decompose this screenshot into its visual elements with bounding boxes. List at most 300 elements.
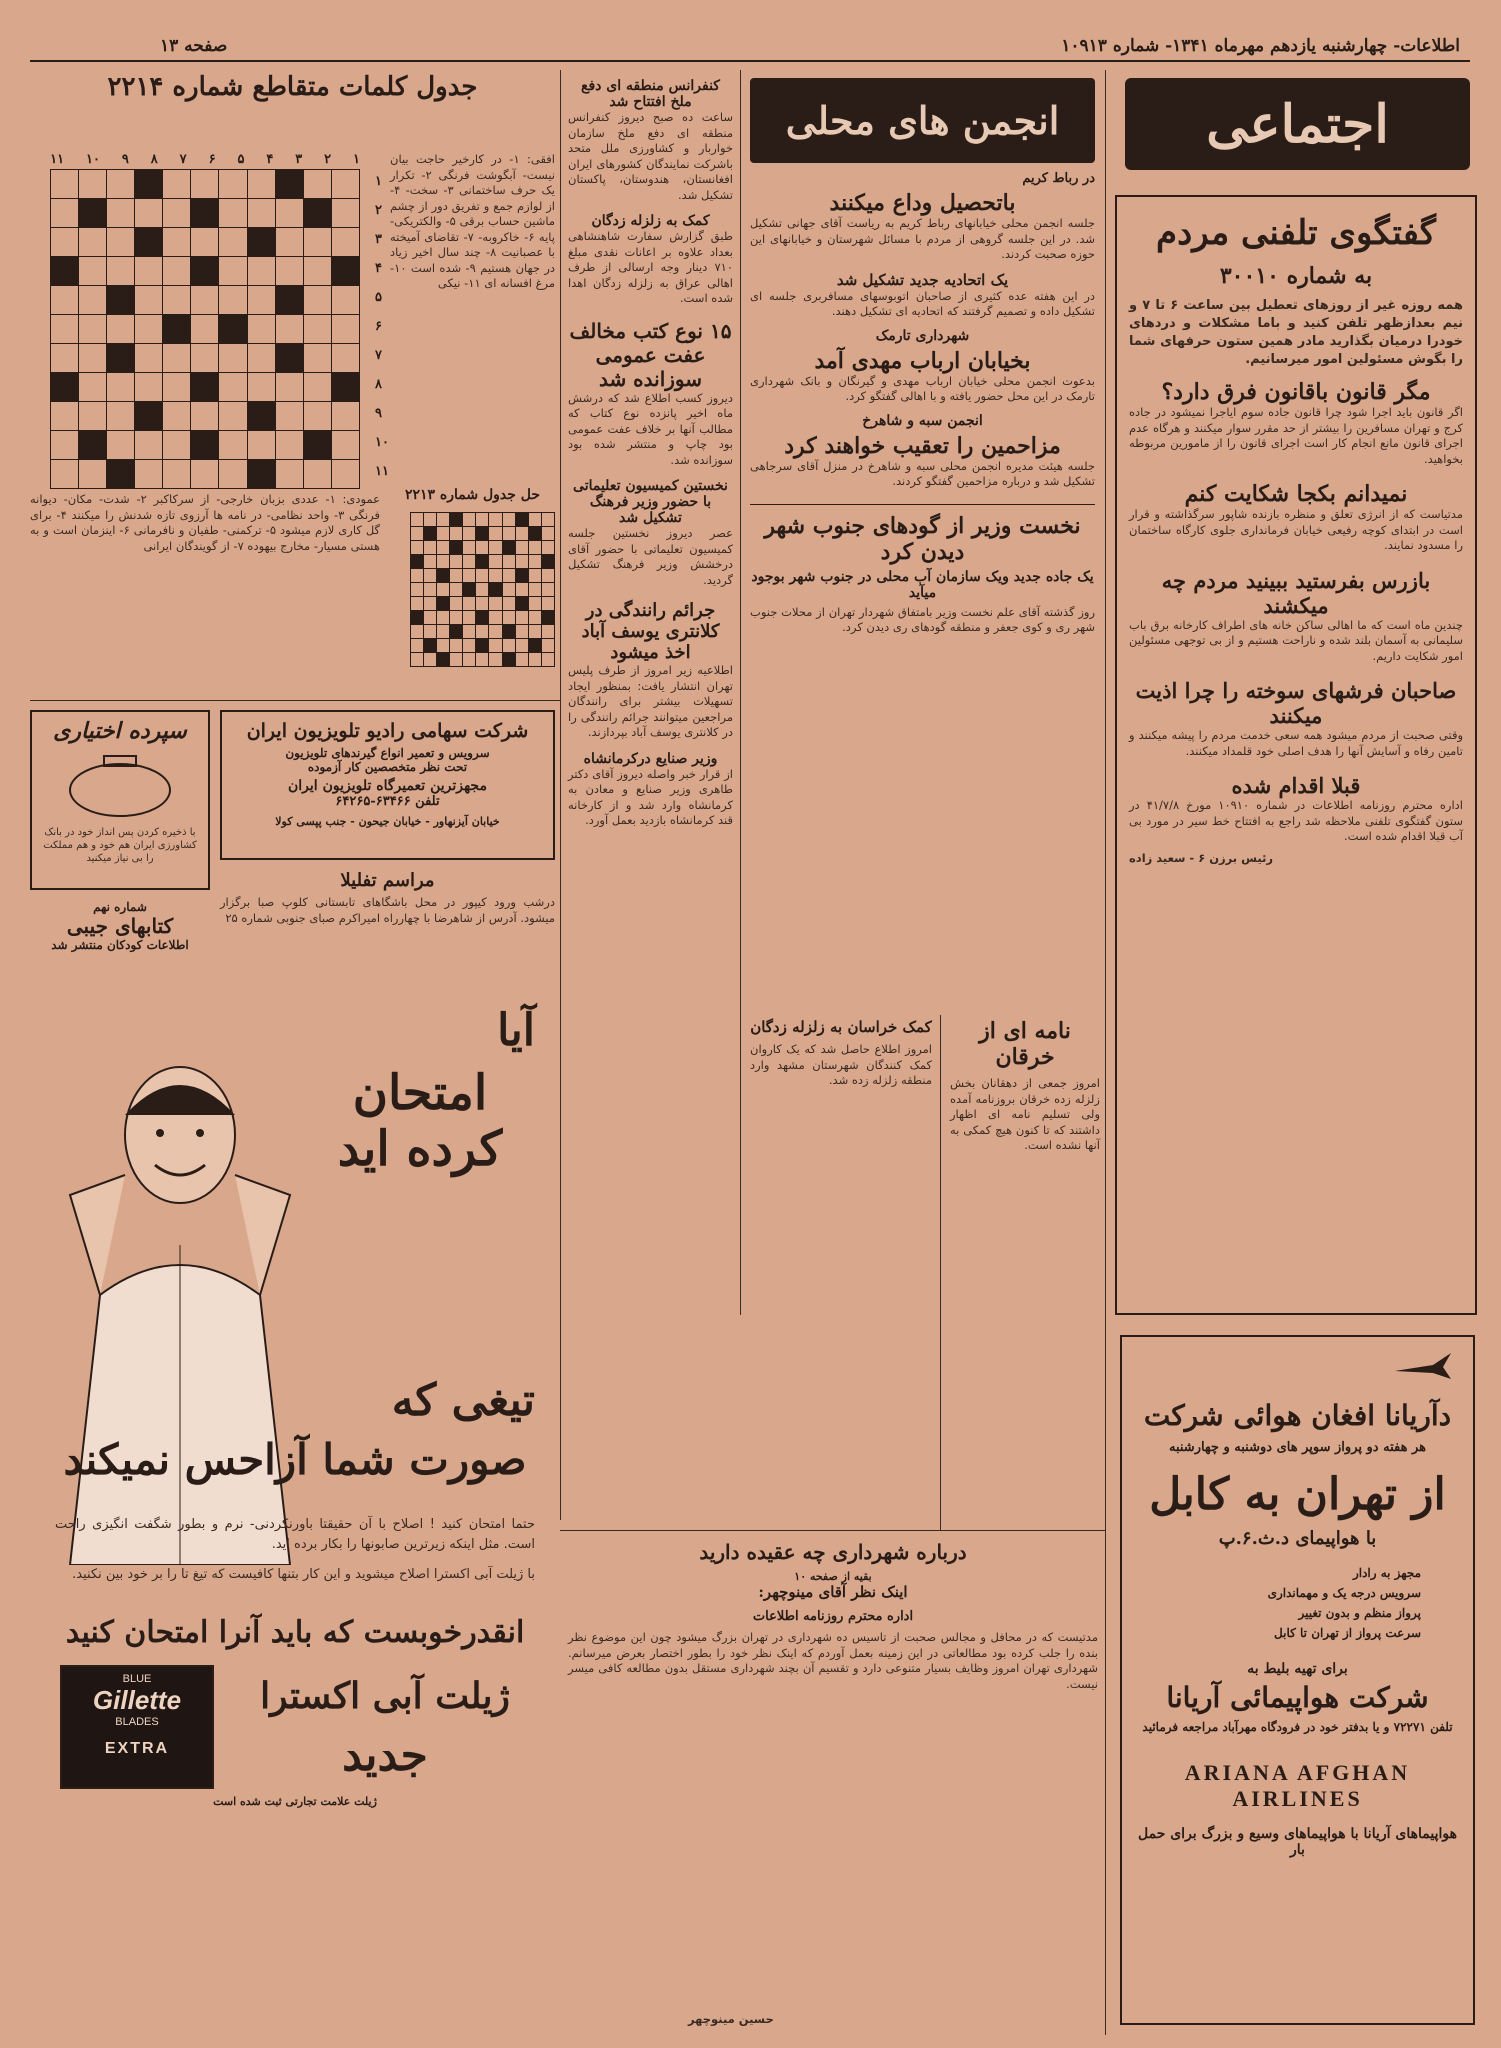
- crossword-title: جدول کلمات متقاطع شماره ۲۲۱۴: [107, 72, 478, 102]
- column-rule: [740, 70, 741, 1315]
- crossword-cell: [135, 373, 163, 402]
- solution-cell: [424, 527, 437, 541]
- local-p2: در این هفته عده کثیری از صاحبان اتوبوسهای مسافربری جلسه ای تشکیل داده و تصمیم گرفتند که اتحادیه ای تشکیل دهند.: [750, 288, 1095, 318]
- solution-cell: [502, 569, 515, 583]
- gillette-blade-pack: [60, 1665, 214, 1789]
- solution-cell: [476, 513, 489, 527]
- khorasan-title: کمک خراسان به زلزله زدگان: [750, 1018, 932, 1036]
- crossword-cell: [219, 344, 247, 373]
- row-num: ۲: [375, 203, 382, 218]
- solution-cell: [541, 555, 554, 569]
- social-banner-text: اجتماعی: [1206, 93, 1389, 155]
- airplane-icon: [1393, 1349, 1453, 1389]
- solution-cell: [489, 541, 502, 555]
- crossword-cell: [51, 286, 79, 315]
- q3-title: بازرس بفرستید ببینید مردم چه میکشند: [1161, 567, 1431, 618]
- crossword-cell: [51, 460, 79, 489]
- ariana-feature: پرواز منظم و بدون تغییر: [1298, 1606, 1421, 1620]
- solution-cell: [463, 541, 476, 555]
- local-h7: نخست وزیر از گودهای جنوب شهر دیدن کرد: [750, 504, 1095, 565]
- crossword-cell: [219, 431, 247, 460]
- solution-cell: [541, 541, 554, 555]
- crossword-cell: [191, 257, 219, 286]
- gillette-cta: انقدرخوبست که باید آنرا امتحان کنید: [65, 1615, 525, 1650]
- solution-cell: [411, 527, 424, 541]
- ariana-english-name: ARIANA AFGHAN AIRLINES: [1184, 1760, 1411, 1811]
- ariana-company: شرکت هواپیمائی آریانا: [1166, 1681, 1429, 1714]
- crossword-cell: [51, 431, 79, 460]
- crossword-cell: [247, 344, 275, 373]
- crossword-cell: [163, 373, 191, 402]
- crossword-cell: [51, 199, 79, 228]
- solution-cell: [541, 639, 554, 653]
- solution-cell: [424, 541, 437, 555]
- solution-cell: [515, 513, 528, 527]
- local-h1: باتحصیل وداع میکنند: [829, 190, 1016, 216]
- ceremony-body: درشب ورود کیپور در محل باشگاهای تابستانی کلوپ صبا برگزار میشود. آدرس از شاهرضا با چهارراه امیراکرم صبای جنوبی شماره ۲۵: [220, 895, 555, 925]
- local-p1: جلسه انجمن محلی خیابانهای رباط کریم به ریاست آقای جهانی تشکیل شد. در این جلسه گروهی از مردم با مسائل شهرستان و خیابانهای این حوزه صحبت کردند.: [750, 216, 1095, 261]
- solution-cell: [411, 625, 424, 639]
- col-num: ۶: [208, 152, 216, 167]
- crossword-cell: [247, 170, 275, 199]
- row-num: ۱۱: [375, 464, 389, 479]
- solution-cell: [476, 569, 489, 583]
- tv-ad-line3: مجهزترین تعمیرگاه تلویزیون ایران: [288, 778, 487, 794]
- solution-cell: [489, 653, 502, 667]
- crossword-cell: [331, 431, 359, 460]
- crossword-cell: [303, 373, 331, 402]
- crossword-solution-title: حل جدول شماره ۲۲۱۳: [404, 487, 541, 503]
- q4-body: وقتی صحبت از مردم میشود همه سعی خدمت مردم را پیشه میکنند و تامین رفاه و آسایش آنها را هدف اصلی خود قلمداد میکنند.: [1129, 728, 1463, 758]
- crossword-cell: [303, 431, 331, 460]
- ariana-aircraft: با هواپیمای د.ث.۶.پ: [1218, 1528, 1377, 1549]
- solution-cell: [515, 569, 528, 583]
- crossword-cell: [219, 170, 247, 199]
- solution-cell: [502, 513, 515, 527]
- ariana-features: [1174, 1563, 1421, 1643]
- municipality-subtitle: اینک نظر آقای مینوچهر:: [758, 1583, 908, 1601]
- solution-cell: [476, 541, 489, 555]
- solution-cell: [502, 625, 515, 639]
- solution-cell: [437, 555, 450, 569]
- solution-cell: [463, 653, 476, 667]
- crossword-cell: [219, 315, 247, 344]
- crossword-cell: [303, 228, 331, 257]
- crossword-cell: [107, 460, 135, 489]
- crossword-cell: [303, 199, 331, 228]
- crossword-cell: [135, 344, 163, 373]
- phone-column-box: [1115, 195, 1477, 1315]
- crossword-cell: [163, 402, 191, 431]
- crossword-cell: [275, 170, 303, 199]
- crossword-cell: [247, 460, 275, 489]
- solution-cell: [528, 527, 541, 541]
- crossword-cell: [247, 286, 275, 315]
- crossword-cell: [247, 199, 275, 228]
- crossword-cell: [219, 199, 247, 228]
- crossword-cell: [135, 315, 163, 344]
- crossword-cell: [107, 373, 135, 402]
- solution-cell: [437, 513, 450, 527]
- solution-cell: [489, 513, 502, 527]
- crossword-cell: [79, 402, 107, 431]
- crossword-cell: [163, 257, 191, 286]
- crossword-cell: [191, 373, 219, 402]
- row-num: ۳: [375, 232, 382, 247]
- crossword-cell: [191, 402, 219, 431]
- solution-cell: [450, 555, 463, 569]
- col-num: ۱۱: [50, 152, 65, 167]
- crossword-cell: [191, 315, 219, 344]
- news-p4: عصر دیروز نخستین جلسه کمیسیون تعلیماتی با حضور آقای درخشش وزیر فرهنگ تشکیل گردید.: [568, 526, 733, 587]
- crossword-row-numbers: [375, 174, 389, 479]
- solution-cell: [528, 653, 541, 667]
- local-h5: انجمن سبه و شاهرخ: [862, 412, 983, 429]
- solution-cell: [411, 639, 424, 653]
- solution-cell: [528, 569, 541, 583]
- jar-icon: [60, 750, 180, 820]
- solution-cell: [528, 625, 541, 639]
- solution-cell: [437, 527, 450, 541]
- savings-text: با ذخیره کردن پس انداز خود در بانک کشاورزی ایران هم خود و هم مملکت را بی نیاز میکنید: [43, 827, 197, 864]
- crossword-cell: [79, 344, 107, 373]
- row-num: ۱: [375, 174, 382, 189]
- solution-cell: [502, 583, 515, 597]
- q4-title: صاحبان فرشهای سوخته را چرا اذیت میکنند: [1135, 678, 1457, 728]
- q2-title: نمیدانم بکجا شکایت کنم: [1184, 481, 1408, 507]
- ariana-airlines-ad: [1120, 1335, 1475, 2025]
- solution-cell: [463, 639, 476, 653]
- col-num: ۱: [353, 152, 360, 167]
- news-h4: نخستین کمیسیون تعلیماتی با حضور وزیر فرهنگ تشکیل شد: [573, 478, 728, 526]
- q1-title: مگر قانون باقانون فرق دارد؟: [1161, 379, 1431, 405]
- gillette-headline: امتحان کرده اید: [337, 1065, 503, 1177]
- ariana-title: دآریانا افغان هوائی شرکت: [1143, 1399, 1452, 1432]
- gillette-tagline-2: صورت شما آزاحس نمیکند: [63, 1435, 527, 1484]
- crossword-cell: [191, 460, 219, 489]
- tv-repair-ad: [220, 710, 555, 860]
- municipality-body: مدتیست که در محافل و مجالس صحبت از تاسیس ده شهرداری در تهران بزرگ میشود چون این موضوع نظر بنده را جلب کرده بود مطالعاتی در این زمینه بعمل آوردم که اینک نظر خود را بطور اختصار بعرض میرسانم. شهرداری تهران امروز وظایف بسیار متنوعی دارد و تقسیم آن بچند شهرداری مستقل بدون مطالعه کافی میسر نیست.: [568, 1630, 1098, 1691]
- crossword-cell: [219, 286, 247, 315]
- crossword-cell: [275, 431, 303, 460]
- khorasan-aid: [750, 1018, 932, 1523]
- books-lead: شماره نهم: [93, 900, 147, 914]
- solution-cell: [424, 513, 437, 527]
- crossword-cell: [275, 199, 303, 228]
- crossword-cell: [275, 257, 303, 286]
- solution-cell: [411, 541, 424, 555]
- solution-cell: [463, 527, 476, 541]
- row-num: ۸: [375, 377, 382, 392]
- man-shaving-illustration: [30, 1045, 330, 1565]
- solution-cell: [502, 541, 515, 555]
- kharghan-letter: [950, 1018, 1100, 1523]
- solution-cell: [411, 569, 424, 583]
- crossword-cell: [107, 228, 135, 257]
- crossword-cell: [219, 373, 247, 402]
- solution-cell: [541, 653, 554, 667]
- gillette-tagline-1: تیغی که: [391, 1375, 535, 1426]
- crossword-cell: [219, 257, 247, 286]
- solution-cell: [489, 611, 502, 625]
- crossword-down: عمودی: ۱- عددی بزبان خارجی- از سرکاکبر ۲- شدت- مکان- دیوانه فرنگی ۳- واحد نظامی- در نامه ها آرزوی تازه شدنش را میکنند ۴- برای گل کاری لازم میشود ۵- ترکمنی- طفیان و نافرمانی ۶- اینزمان است و به هستی مسیار- مخارج بیهوده ۷- از گویندگان ایرانی: [30, 492, 381, 553]
- solution-cell: [528, 597, 541, 611]
- crossword-cell: [191, 199, 219, 228]
- crossword-cell: [219, 228, 247, 257]
- crossword-cell: [247, 315, 275, 344]
- solution-cell: [463, 611, 476, 625]
- section-rule: [30, 700, 560, 701]
- solution-cell: [515, 541, 528, 555]
- column-rule: [560, 70, 561, 1520]
- solution-cell: [437, 583, 450, 597]
- crossword-cell: [191, 228, 219, 257]
- solution-cell: [437, 653, 450, 667]
- col-num: ۳: [295, 152, 303, 167]
- gillette-footer: ژیلت علامت تجارتی ثبت شده است: [213, 1795, 377, 1808]
- crossword-cell: [51, 257, 79, 286]
- crossword-cell: [247, 431, 275, 460]
- gillette-product-line-1: ژیلت آبی اکسترا: [260, 1675, 510, 1717]
- solution-cell: [489, 583, 502, 597]
- crossword-cell: [275, 228, 303, 257]
- gillette-body-2: با ژیلت آبی اکسترا اصلاح میشوید و این کار بتنها کافیست که تیغ تا را بر خود بین نکنید.: [72, 1567, 535, 1582]
- crossword-cell: [303, 402, 331, 431]
- news-p6: از قرار خبر واصله دیروز آقای دکتر طاهری وزیر صنایع و معادن به کرمانشاه وارد شد و از کارخانه قند کرمانشاه بازدید بعمل آورد.: [568, 766, 733, 827]
- crossword-cell: [107, 344, 135, 373]
- crossword-cell: [219, 460, 247, 489]
- solution-cell: [541, 625, 554, 639]
- solution-cell: [515, 555, 528, 569]
- crossword-cell: [247, 257, 275, 286]
- solution-cell: [502, 597, 515, 611]
- crossword-cell: [191, 344, 219, 373]
- crossword-cell: [331, 315, 359, 344]
- row-num: ۹: [375, 406, 382, 421]
- crossword-cell: [275, 286, 303, 315]
- news-h3: ۱۵ نوع کتب مخالف عفت عمومی سوزانده شد: [569, 318, 732, 391]
- solution-cell: [541, 569, 554, 583]
- solution-cell: [437, 569, 450, 583]
- ariana-feature: سرعت پرواز از تهران تا کابل: [1274, 1626, 1421, 1640]
- crossword-cell: [331, 344, 359, 373]
- solution-cell: [411, 555, 424, 569]
- page-number: صفحه ۱۳: [160, 36, 228, 56]
- solution-cell: [411, 611, 424, 625]
- crossword-cell: [107, 315, 135, 344]
- pack-text: BLADES: [115, 1716, 159, 1728]
- tv-ad-line1: سرویس و تعمیر انواع گیرندهای تلویزیون: [285, 746, 490, 760]
- crossword-cell: [303, 344, 331, 373]
- crossword-cell: [303, 170, 331, 199]
- crossword-cell: [247, 402, 275, 431]
- crossword-cell: [247, 228, 275, 257]
- crossword-cell: [51, 170, 79, 199]
- crossword-across: افقی: ۱- در کارخیر حاجت بیان نیست- آبگوشت فرنگی ۲- تکرار یک حرف ساختمانی ۳- سخت- ۴- از لوازم جمع و تفریق دور از چشم ماشین حساب برقی ۵- والکتریکی- پایه ۶- خاکروبه- ۷- تقاضای آمیخته با عصبانیت ۸- چند سال اخیر زیاد در جهان هستیم ۹- شده است ۱۰- مرغ افسانه ای ۱۱- نیکی: [390, 152, 555, 290]
- gillette-ad: [30, 985, 555, 2035]
- crossword-cell: [331, 402, 359, 431]
- q2-body: مدتیاست که از انرژی تعلق و منظره بازنده شاپور سرگذاشته و قرار است در ابتدای کوچه رفیعی خیابان فرمانداری جلوی کارگاه ساختمان را مسدود نمایند.: [1129, 507, 1463, 552]
- crossword-cell: [51, 373, 79, 402]
- solution-cell: [476, 653, 489, 667]
- solution-cell: [515, 625, 528, 639]
- crossword-cell: [79, 460, 107, 489]
- savings-ad: [30, 710, 210, 890]
- local-h6: مزاحمین را تعقیب خواهند کرد: [784, 432, 1061, 459]
- col-num: ۴: [266, 152, 274, 167]
- crossword-cell: [79, 199, 107, 228]
- gillette-headline-q: آیا: [497, 1005, 535, 1056]
- tv-ad-line2: تحت نظر متخصصین کار آزموده: [307, 760, 468, 774]
- crossword-cell: [51, 402, 79, 431]
- news-p3: دیروز کسب اطلاع شد که درشش ماه اخیر پانزده نوع کتاب که مطالب آنها بر خلاف عفت عمومی بود چاپ و منتشر شده بود سوزانده شد.: [568, 390, 733, 467]
- solution-cell: [515, 653, 528, 667]
- kharghan-title: نامه ای از خرقان: [979, 1018, 1071, 1070]
- solution-cell: [424, 653, 437, 667]
- crossword-cell: [331, 373, 359, 402]
- crossword-cell: [303, 460, 331, 489]
- crossword-cell: [275, 344, 303, 373]
- crossword-cell: [135, 431, 163, 460]
- local-p7: روز گذشته آقای علم نخست وزیر بامتفاق شهردار تهران از محلات جنوب شهر ری و کوی جعفر و منطقه گودهای ری دیدن کرد.: [750, 604, 1095, 634]
- kharghan-body: امروز جمعی از دهقانان بخش زلزله زده خرقان بروزنامه آمده ولی تسلیم نامه ای اظهار داشتند که تا کنون هیچ کمکی به آنها نشده است.: [950, 1076, 1100, 1152]
- row-num: ۶: [375, 319, 382, 334]
- solution-cell: [541, 611, 554, 625]
- solution-cell: [411, 513, 424, 527]
- phone-title: گفتگوی تلفنی مردم: [1156, 213, 1436, 253]
- solution-cell: [476, 597, 489, 611]
- pocket-books-notice: [30, 900, 210, 975]
- solution-cell: [450, 625, 463, 639]
- gillette-product-line-2: جدید: [342, 1730, 428, 1781]
- ariana-slogan: هواپیماهای آریانا با هواپیماهای وسیع و بزرگ برای حمل بار: [1138, 1826, 1457, 1858]
- crossword-cell: [79, 170, 107, 199]
- q3-body: چندین ماه است که ما اهالی ساکن خانه های اطراف کارخانه برق باب سلیمانی به آسمان بلند شده و ناراحت هستیم و از بی توجهی مسئولین امور شکایت داریم.: [1129, 617, 1463, 663]
- crossword-cell: [107, 199, 135, 228]
- crossword-cell: [107, 286, 135, 315]
- solution-cell: [489, 569, 502, 583]
- solution-cell: [450, 541, 463, 555]
- solution-cell: [463, 569, 476, 583]
- local-banner: [750, 78, 1095, 163]
- news-p2: طبق گزارش سفارت شاهنشاهی بعداد علاوه بر اعانات نقدی مبلغ ۷۱۰ دینار وجه ارسالی از طرف اهالی عراق به زلزله زدگان اهدا شده است.: [568, 229, 733, 305]
- municipality-to: اداره محترم روزنامه اطلاعات: [752, 1609, 914, 1624]
- crossword-cell: [331, 257, 359, 286]
- solution-cell: [502, 611, 515, 625]
- ariana-feature: سرویس درجه یک و مهمانداری: [1267, 1586, 1421, 1600]
- crossword-cell: [135, 170, 163, 199]
- local-sub7: یک جاده جدید ویک سازمان آب محلی در جنوب شهر بوجود میآید: [751, 568, 1094, 601]
- crossword-cell: [163, 170, 191, 199]
- crossword: [30, 72, 555, 692]
- crossword-cell: [135, 402, 163, 431]
- solution-cell: [450, 611, 463, 625]
- crossword-cell: [219, 402, 247, 431]
- savings-title: سپرده اختیاری: [53, 718, 187, 744]
- khorasan-body: امروز اطلاع حاصل شد که یک کاروان کمک کنندگان شهرستان مشهد وارد منطقه زلزله زده شد.: [750, 1042, 932, 1087]
- solution-cell: [489, 625, 502, 639]
- local-associations: [750, 78, 1095, 1018]
- solution-cell: [424, 555, 437, 569]
- solution-cell: [489, 527, 502, 541]
- crossword-cell: [79, 315, 107, 344]
- col-num: ۸: [150, 152, 158, 167]
- crossword-grid-wrap: [50, 152, 389, 489]
- solution-cell: [528, 513, 541, 527]
- crossword-cell: [303, 286, 331, 315]
- solution-cell: [450, 653, 463, 667]
- news-h6: وزیر صنایع درکرمانشاه: [583, 750, 718, 767]
- news-h5: جرائم رانندگی در کلانتری یوسف آباد اخذ میشود: [581, 600, 720, 663]
- solution-cell: [437, 611, 450, 625]
- ariana-phone: تلفن ۷۲۲۷۱ و یا بدفتر خود در فرودگاه مهرآباد مراجعه فرمائید: [1142, 1720, 1453, 1734]
- solution-cell: [450, 513, 463, 527]
- solution-cell: [411, 597, 424, 611]
- column-rule: [1105, 70, 1106, 2035]
- crossword-cell: [79, 257, 107, 286]
- col-num: ۹: [121, 152, 129, 167]
- solution-cell: [411, 653, 424, 667]
- solution-cell: [528, 583, 541, 597]
- row-num: ۵: [375, 290, 382, 305]
- solution-cell: [541, 597, 554, 611]
- social-banner: [1125, 78, 1470, 170]
- solution-cell: [489, 555, 502, 569]
- local-banner-text: انجمن های محلی: [785, 98, 1060, 143]
- crossword-cell: [135, 257, 163, 286]
- solution-cell: [515, 583, 528, 597]
- solution-cell: [502, 639, 515, 653]
- solution-cell: [437, 597, 450, 611]
- solution-cell: [411, 583, 424, 597]
- col-num: ۱۰: [86, 152, 100, 167]
- solution-cell: [476, 625, 489, 639]
- solution-cell: [528, 541, 541, 555]
- solution-cell: [437, 639, 450, 653]
- crossword-cell: [163, 431, 191, 460]
- solution-cell: [463, 555, 476, 569]
- local-h3: شهرداری تارمک: [875, 327, 970, 344]
- news-h1: کنفرانس منطقه ای دفع ملخ افتتاح شد: [581, 78, 720, 110]
- column-rule: [940, 1015, 941, 1530]
- solution-cell: [489, 597, 502, 611]
- local-p4: بدعوت انجمن محلی خیابان ارباب مهدی و گیرنگان و بانک شهرداری تارمک در این محل حضور یافته و با اهالی گفتگو کرد.: [750, 373, 1095, 403]
- crossword-cell: [191, 431, 219, 460]
- crossword-cell: [135, 460, 163, 489]
- crossword-col-numbers: [50, 152, 360, 167]
- solution-cell: [541, 583, 554, 597]
- solution-cell: [541, 513, 554, 527]
- crossword-cell: [79, 373, 107, 402]
- crossword-cell: [191, 170, 219, 199]
- solution-cell: [424, 569, 437, 583]
- news-p5: اطلاعیه زیر امروز از طرف پلیس تهران انتشار یافت: بمنظور ایجاد تسهیلات بیشتر برای رانندگان مراجعین میتوانند جرائم رانندگی را در کلانتری یوسف آباد بپردازند.: [568, 663, 733, 739]
- solution-cell: [424, 611, 437, 625]
- solution-cell: [450, 597, 463, 611]
- local-p6: جلسه هیئت مدیره انجمن محلی سبه و شاهرخ در منزل آقای سرجاهی تشکیل شد و درباره مزاحمین گفتگو کردند.: [750, 458, 1095, 488]
- crossword-cell: [135, 199, 163, 228]
- gillette-body: حتما امتحان کنید ! اصلاح با آن حقیقتا باورنکردنی- نرم و بطور شگفت انگیزی راحت است. مثل اینکه زیرترین صابونها را بکار برده اید.: [55, 1517, 535, 1552]
- solution-cell: [450, 527, 463, 541]
- crossword-cell: [247, 373, 275, 402]
- ceremony-title: مراسم تفلیلا: [340, 870, 435, 891]
- tv-ad-address: خیابان آیزنهاور - خیابان جیحون - جنب پپسی کولا: [275, 815, 500, 828]
- local-h4: بخیابان ارباب مهدی آمد: [814, 347, 1031, 374]
- solution-cell: [476, 555, 489, 569]
- crossword-cell: [51, 315, 79, 344]
- col-num: ۵: [237, 152, 245, 167]
- solution-cell: [424, 583, 437, 597]
